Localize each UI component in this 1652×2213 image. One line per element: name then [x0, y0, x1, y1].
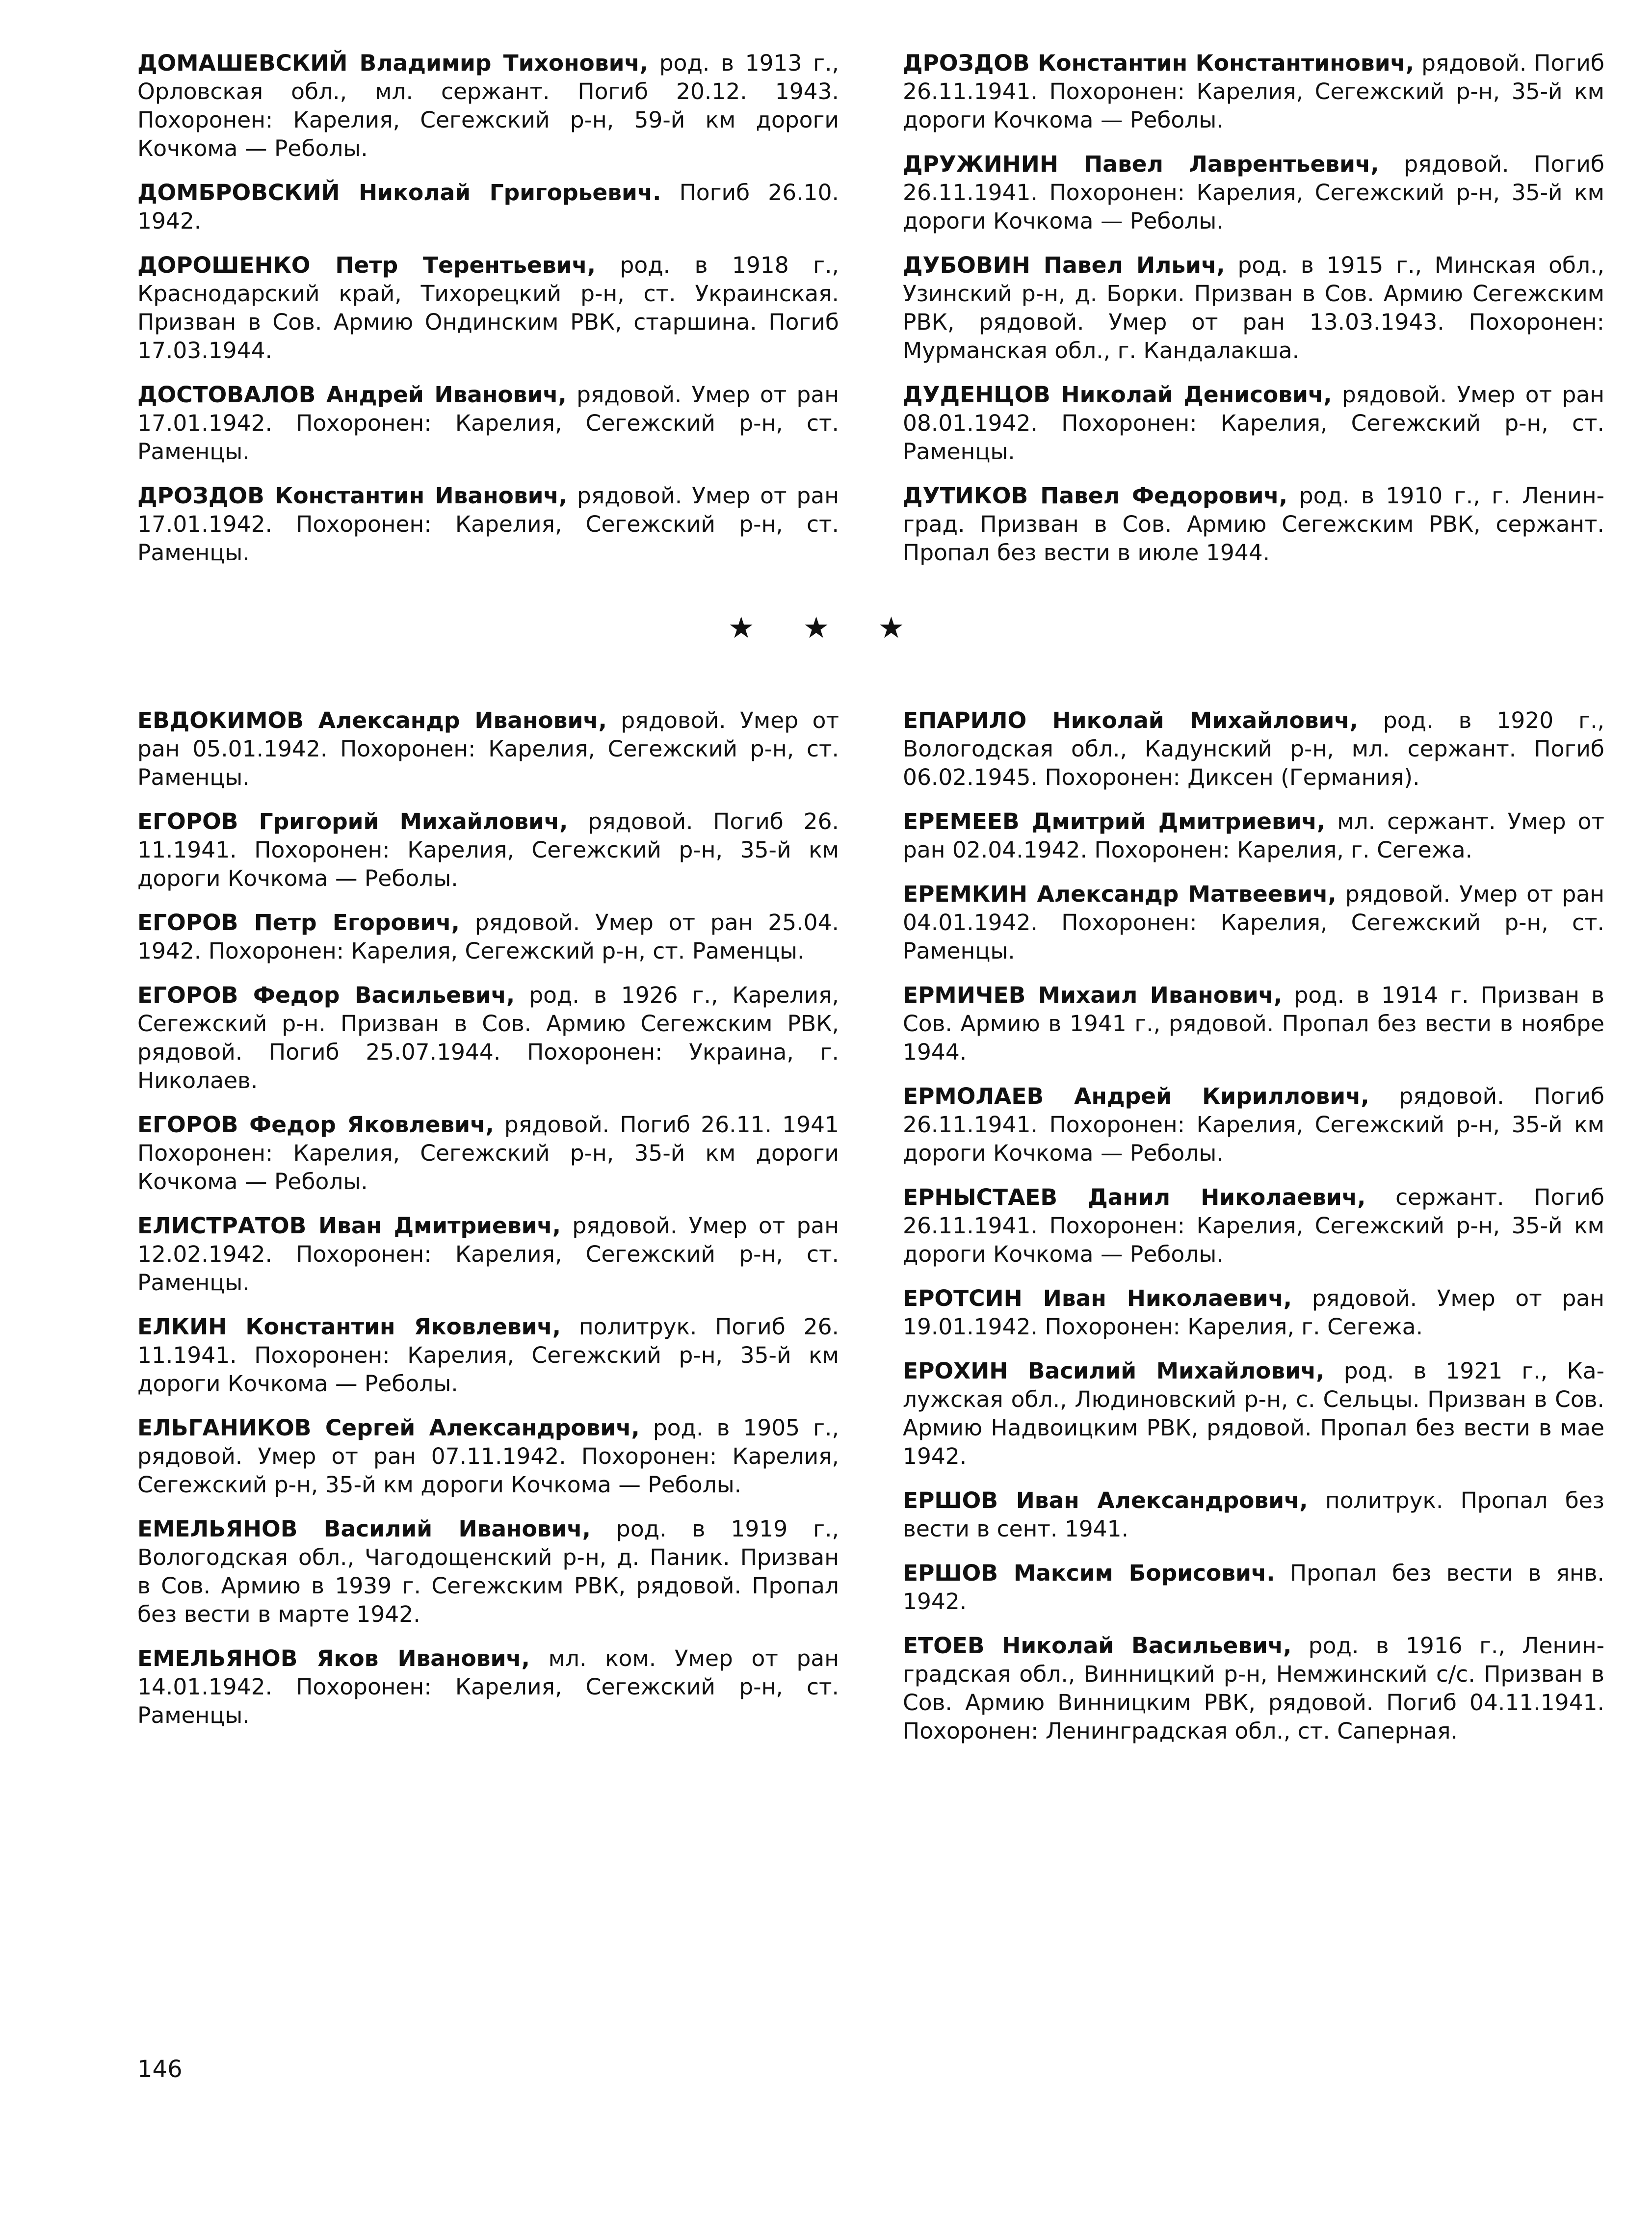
entry	[903, 49, 1604, 134]
entry-text: сержант. Погиб 26.11.1941. Похоронен: Карелия, Сегежский р-н, 35-й км дороги Кочкома — Реболы.	[903, 1184, 1605, 1267]
entry-text: рядовой. Умер от ран 19.01.1942. Похоронен: Карелия, г. Сегежа.	[903, 1285, 1604, 1340]
entry-text: мл. ком. Умер от ран 14.01.1942. Похоронен: Карелия, Сегежский р-н, ст. Раменцы.	[137, 1645, 839, 1728]
entry	[137, 981, 839, 1095]
entry-text: рядовой. Погиб 26.11.1941. Похоронен: Карелия, Сегежский р-н, 35-й км дороги Кочкома — Реболы.	[903, 151, 1605, 234]
entry-text: Погиб 26.10. 1942.	[137, 180, 839, 234]
entry-text: рядовой. Погиб 26.11.1941. Похоронен: Карелия, Сегежский р-н, 35-й км дороги Кочкома — Реболы.	[903, 50, 1605, 133]
entry	[137, 909, 839, 965]
entry-name: ДОСТОВАЛОВ Андрей Иванович,	[137, 382, 567, 408]
entry-text: род. в 1915 г., Минская обл., Узинский р-н, д. Борки. Призван в Сов. Армию Сегежским РВК, рядовой. Умер от ран 13.03.1943. Похоронен: Мурманская обл., г. Кандалакша.	[903, 252, 1604, 364]
entry	[903, 1183, 1604, 1269]
entry-name: ЕЛКИН Константин Яковлевич,	[137, 1314, 561, 1340]
entry-name: ДРОЗДОВ Константин Иванович,	[137, 483, 568, 509]
column-left	[137, 706, 839, 1761]
entry-name: ДУДЕНЦОВ Николай Денисович,	[903, 382, 1332, 408]
entry	[137, 1644, 839, 1730]
entry-name: ДОМАШЕВСКИЙ Владимир Тихонович,	[137, 50, 649, 76]
entry-text: рядовой. Погиб 26.11. 1941 Похоронен: Карелия, Сегежский р-н, 35-й км дороги Кочкома — Реболы.	[137, 1112, 839, 1195]
entry-text: рядовой. Умер от ран 08.01.1942. Похоронен: Карелия, Сегежский р-н, ст. Раменцы.	[903, 382, 1604, 465]
page-number: 146	[137, 2056, 183, 2083]
entry-text: рядовой. Умер от ран 04.01.1942. Похоронен: Карелия, Сегежский р-н, ст. Раменцы.	[903, 881, 1604, 964]
entry-name: ДОМБРОВСКИЙ Николай Григорьевич.	[137, 180, 661, 206]
entry-name: ЕРШОВ Иван Александрович,	[903, 1487, 1308, 1513]
entry	[903, 1486, 1604, 1543]
entry	[903, 880, 1604, 965]
entry-text: род. в 1914 г. Призван в Сов. Армию в 1941 г., рядовой. Пропал без вести в ноябре 1944.	[903, 982, 1604, 1065]
entry-name: ЕМЕЛЬЯНОВ Яков Иванович,	[137, 1645, 530, 1671]
entry	[903, 381, 1604, 466]
entry-text: Пропал без вести в янв. 1942.	[903, 1560, 1604, 1614]
entry	[137, 1111, 839, 1196]
entry	[903, 482, 1604, 567]
column-left	[137, 49, 839, 583]
entry-name: ЕЛЬГАНИКОВ Сергей Александрович,	[137, 1415, 640, 1441]
entry-name: ДОРОШЕНКО Петр Терентьевич,	[137, 252, 596, 278]
entry-text: род. в 1921 г., Калужская обл., Людиновский р-н, с. Сельцы. Призван в Сов. Армию Надвоицким РВК, рядовой. Пропал без вести в мае 1942.	[903, 1358, 1604, 1469]
entry-text: рядовой. Умер от ран 25.04. 1942. Похоронен: Карелия, Сегежский р-н, ст. Раменцы.	[137, 910, 839, 964]
entry-text: род. в 1920 г., Вологодская обл., Кадунский р-н, мл. сержант. Погиб 06.02.1945. Похоронен: Диксен (Германия).	[903, 707, 1605, 790]
column-right	[903, 49, 1604, 583]
entry-name: ЕГОРОВ Петр Егорович,	[137, 910, 460, 936]
entry-text: политрук. Погиб 26. 11.1941. Похоронен: Карелия, Сегежский р-н, 35-й км дороги Кочкома — Реболы.	[137, 1314, 839, 1397]
entry	[137, 1212, 839, 1297]
entry-name: ЕТОЕВ Николай Васильевич,	[903, 1633, 1292, 1659]
entry-name: ЕРМИЧЕВ Михаил Иванович,	[903, 982, 1283, 1008]
entry	[137, 1515, 839, 1629]
entry-name: ЕГОРОВ Федор Яковлевич,	[137, 1112, 494, 1138]
entry-text: рядовой. Умер от ран 05.01.1942. Похоронен: Карелия, Сегежский р-н, ст. Раменцы.	[137, 707, 839, 790]
entry-name: ЕРНЫСТАЕВ Данил Николаевич,	[903, 1184, 1366, 1210]
entry-name: ЕРЕМКИН Александр Матвеевич,	[903, 881, 1337, 907]
entry-text: рядовой. Умер от ран 12.02.1942. Похоронен: Карелия, Сегежский р-н, ст. Раменцы.	[137, 1213, 839, 1296]
entry	[903, 1559, 1604, 1616]
entry	[137, 706, 839, 792]
entry-name: ЕЛИСТРАТОВ Иван Дмитриевич,	[137, 1213, 561, 1239]
entry-name: ЕРШОВ Максим Борисович.	[903, 1560, 1275, 1586]
entry-text: род. в 1910 г., г. Ленинград. Призван в Сов. Армию Сегежским РВК, сержант. Пропал без вести в июле 1944.	[903, 483, 1604, 566]
entry-text: род. в 1926 г., Карелия, Сегежский р-н. Призван в Сов. Армию Сегежским РВК, рядовой. Погиб 25.07.1944. Похоронен: Украина, г. Николаев.	[137, 982, 839, 1093]
entry-text: род. в 1905 г., рядовой. Умер от ран 07.11.1942. Похоронен: Карелия, Сегежский р-н, 35-й км дороги Кочкома — Реболы.	[137, 1415, 839, 1498]
entry-text: рядовой. Погиб 26.11.1941. Похоронен: Карелия, Сегежский р-н, 35-й км дороги Кочкома — Реболы.	[903, 1083, 1605, 1166]
entry	[903, 150, 1604, 235]
entry-name: ЕРОХИН Василий Михайлович,	[903, 1358, 1325, 1384]
entry	[137, 482, 839, 567]
entry-text: рядовой. Умер от ран 17.01.1942. Похоронен: Карелия, Сегежский р-н, ст. Раменцы.	[137, 382, 839, 465]
entry	[903, 251, 1604, 365]
entry-name: ЕГОРОВ Григорий Михайлович,	[137, 808, 568, 834]
entry-text: род. в 1916 г., Ленинградская обл., Винницкий р-н, Немжинский с/с. Призван в Сов. Армию Винницким РВК, рядовой. Погиб 04.11.1941. Похоронен: Ленинградская обл., ст. Саперная.	[903, 1633, 1604, 1744]
entry-text: политрук. Пропал без вести в сент. 1941.	[903, 1487, 1605, 1542]
entry-name: ЕРОТСИН Иван Николаевич,	[903, 1285, 1292, 1311]
entry-text: рядовой. Погиб 26. 11.1941. Похоронен: Карелия, Сегежский р-н, 35-й км дороги Кочкома — Реболы.	[137, 808, 839, 891]
entry-name: ЕРМОЛАЕВ Андрей Кириллович,	[903, 1083, 1369, 1109]
entry	[903, 981, 1604, 1067]
entry-name: ЕРЕМЕЕВ Дмитрий Дмитриевич,	[903, 808, 1326, 834]
entry-name: ЕПАРИЛО Николай Михайлович,	[903, 707, 1358, 733]
entry-text: мл. сержант. Умер от ран 02.04.1942. Похоронен: Карелия, г. Сегежа.	[903, 808, 1604, 863]
entry-name: ЕВДОКИМОВ Александр Иванович,	[137, 707, 607, 733]
entry	[137, 807, 839, 893]
entry	[137, 1414, 839, 1499]
entry-name: ДУБОВИН Павел Ильич,	[903, 252, 1225, 278]
entry-text: род. в 1918 г., Краснодарский край, Тихорецкий р-н, ст. Украинская. Призван в Сов. Армию Ондинским РВК, старшина. Погиб 17.03.1944.	[137, 252, 839, 364]
entry-name: ДРОЗДОВ Константин Константинович,	[903, 50, 1415, 76]
section-divider: ★ ★ ★	[728, 611, 924, 645]
entry	[137, 251, 839, 365]
entry	[903, 1082, 1604, 1168]
entry	[903, 807, 1604, 864]
column-right	[903, 706, 1604, 1761]
entry-name: ЕМЕЛЬЯНОВ Василий Иванович,	[137, 1516, 591, 1542]
entry	[903, 706, 1604, 792]
entry-text: род. в 1919 г., Вологодская обл., Чагодощенский р-н, д. Паник. Призван в Сов. Армию в 1939 г. Сегежским РВК, рядовой. Пропал без вести в марте 1942.	[137, 1516, 839, 1627]
entry-text: род. в 1913 г., Орловская обл., мл. сержант. Погиб 20.12. 1943. Похоронен: Карелия, Сегежский р-н, 59-й км дороги Кочкома — Реболы.	[137, 50, 839, 161]
entry-name: ДРУЖИНИН Павел Лаврентьевич,	[903, 151, 1379, 177]
entry-text: рядовой. Умер от ран 17.01.1942. Похоронен: Карелия, Сегежский р-н, ст. Раменцы.	[137, 483, 839, 566]
entry	[903, 1357, 1604, 1471]
entry	[137, 1313, 839, 1398]
section-d	[137, 49, 1604, 583]
entry-name: ЕГОРОВ Федор Васильевич,	[137, 982, 515, 1008]
entry	[137, 49, 839, 163]
entry	[903, 1632, 1604, 1745]
entry	[903, 1284, 1604, 1341]
entry	[137, 179, 839, 235]
section-e	[137, 706, 1604, 1761]
entry-name: ДУТИКОВ Павел Федорович,	[903, 483, 1288, 509]
entry	[137, 381, 839, 466]
